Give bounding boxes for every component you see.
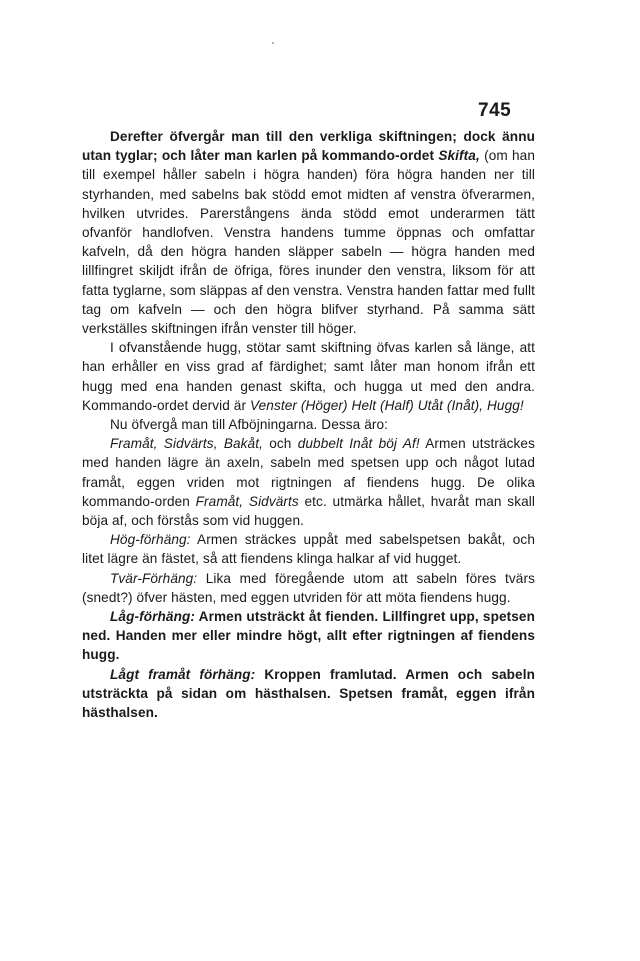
text-run: (om han till exempel håller sabeln i högra handen) föra högra handen ner till styrhanden, med sabelns bak stödd emot midten af venstra öfverarmen, hvilken utvrides. Parerstångens ända stödd emot underarmen tätt ofvanför handlofven. Venstra handens tumme öppnas och omfattar kafveln, då den högra handen släpper sabeln — högra handen med lillfingret skiljdt ifrån de öfriga, föres inunder den venstra, liksom för att fatta tyglarne, som släppas af den venstra. Venstra handen fattar med fullt tag om kafveln — och den högra blifver styrhand. På samma sätt verkställes skiftningen ifrån venster till höger.	[82, 148, 535, 337]
paragraph	[82, 569, 535, 607]
text-run: Armen utsträckes med handen lägre än axeln, sabeln med spetsen upp och något lutad framåt, eggen vriden mot rigtningen af fiendens hugg. De olika kommando-orden	[82, 436, 535, 509]
text-run: Framåt, Sidvärts	[195, 493, 299, 509]
paragraph	[82, 415, 535, 434]
text-run: Lågt framåt förhäng:	[110, 666, 256, 682]
text-run: Skifta,	[438, 148, 480, 164]
paragraph	[82, 434, 535, 530]
text-run: I ofvanstående hugg, stötar samt skiftning öfvas karlen så länge, att han erhåller en viss grad af färdighet; samt låter man honom ifrån ett hugg med ena handen genast skifta, och hugga ut med den andra. Kommando-ordet dervid är	[82, 340, 535, 413]
text-run: Kroppen framlutad. Armen och sabeln utsträckta på sidan om hästhalsen. Spetsen framåt, eggen ifrån hästhalsen.	[82, 666, 535, 721]
text-run: Låg-förhäng:	[110, 609, 196, 625]
text-run: Armen sträckes uppåt med sabelspetsen bakåt, och litet lägre än fästet, så att fiendens klinga halkar af vid hugget.	[82, 532, 535, 567]
text-run: Venster (Höger) Helt (Half) Utåt (Inåt), Hugg!	[249, 397, 524, 413]
paragraph	[82, 127, 535, 338]
text-run: Lika med föregående utom att sabeln föres tvärs (snedt?) öfver hästen, med eggen utvriden för att möta fiendens hugg.	[82, 570, 535, 605]
page-speck	[272, 42, 274, 44]
paragraph	[82, 665, 535, 723]
paragraph	[82, 607, 535, 665]
text-run: Armen utsträckt åt fienden. Lillfingret upp, spetsen ned. Handen mer eller mindre högt, allt efter rigtningen af fiendens hugg.	[82, 609, 535, 663]
text-run: Framåt, Sidvärts, Bakåt,	[110, 436, 263, 452]
paragraph	[82, 530, 535, 568]
text-run: Hög-förhäng:	[110, 532, 191, 548]
text-run: Derefter öfvergår man till den verkliga skiftningen; dock ännu utan tyglar; och låter man karlen på kommando-ordet	[82, 129, 535, 164]
text-run: etc. utmärka hållet, hvaråt man skall böja af, och förstås som vid huggen.	[82, 493, 535, 529]
text-run: och	[262, 436, 298, 452]
body-text	[82, 127, 535, 722]
page-number: 745	[478, 100, 512, 121]
text-run: Tvär-Förhäng:	[110, 570, 198, 586]
paragraph	[82, 338, 535, 415]
text-run: dubbelt Inåt böj Af!	[297, 436, 420, 452]
text-run: Nu öfvergå man till Afböjningarna. Dessa äro:	[110, 417, 389, 433]
